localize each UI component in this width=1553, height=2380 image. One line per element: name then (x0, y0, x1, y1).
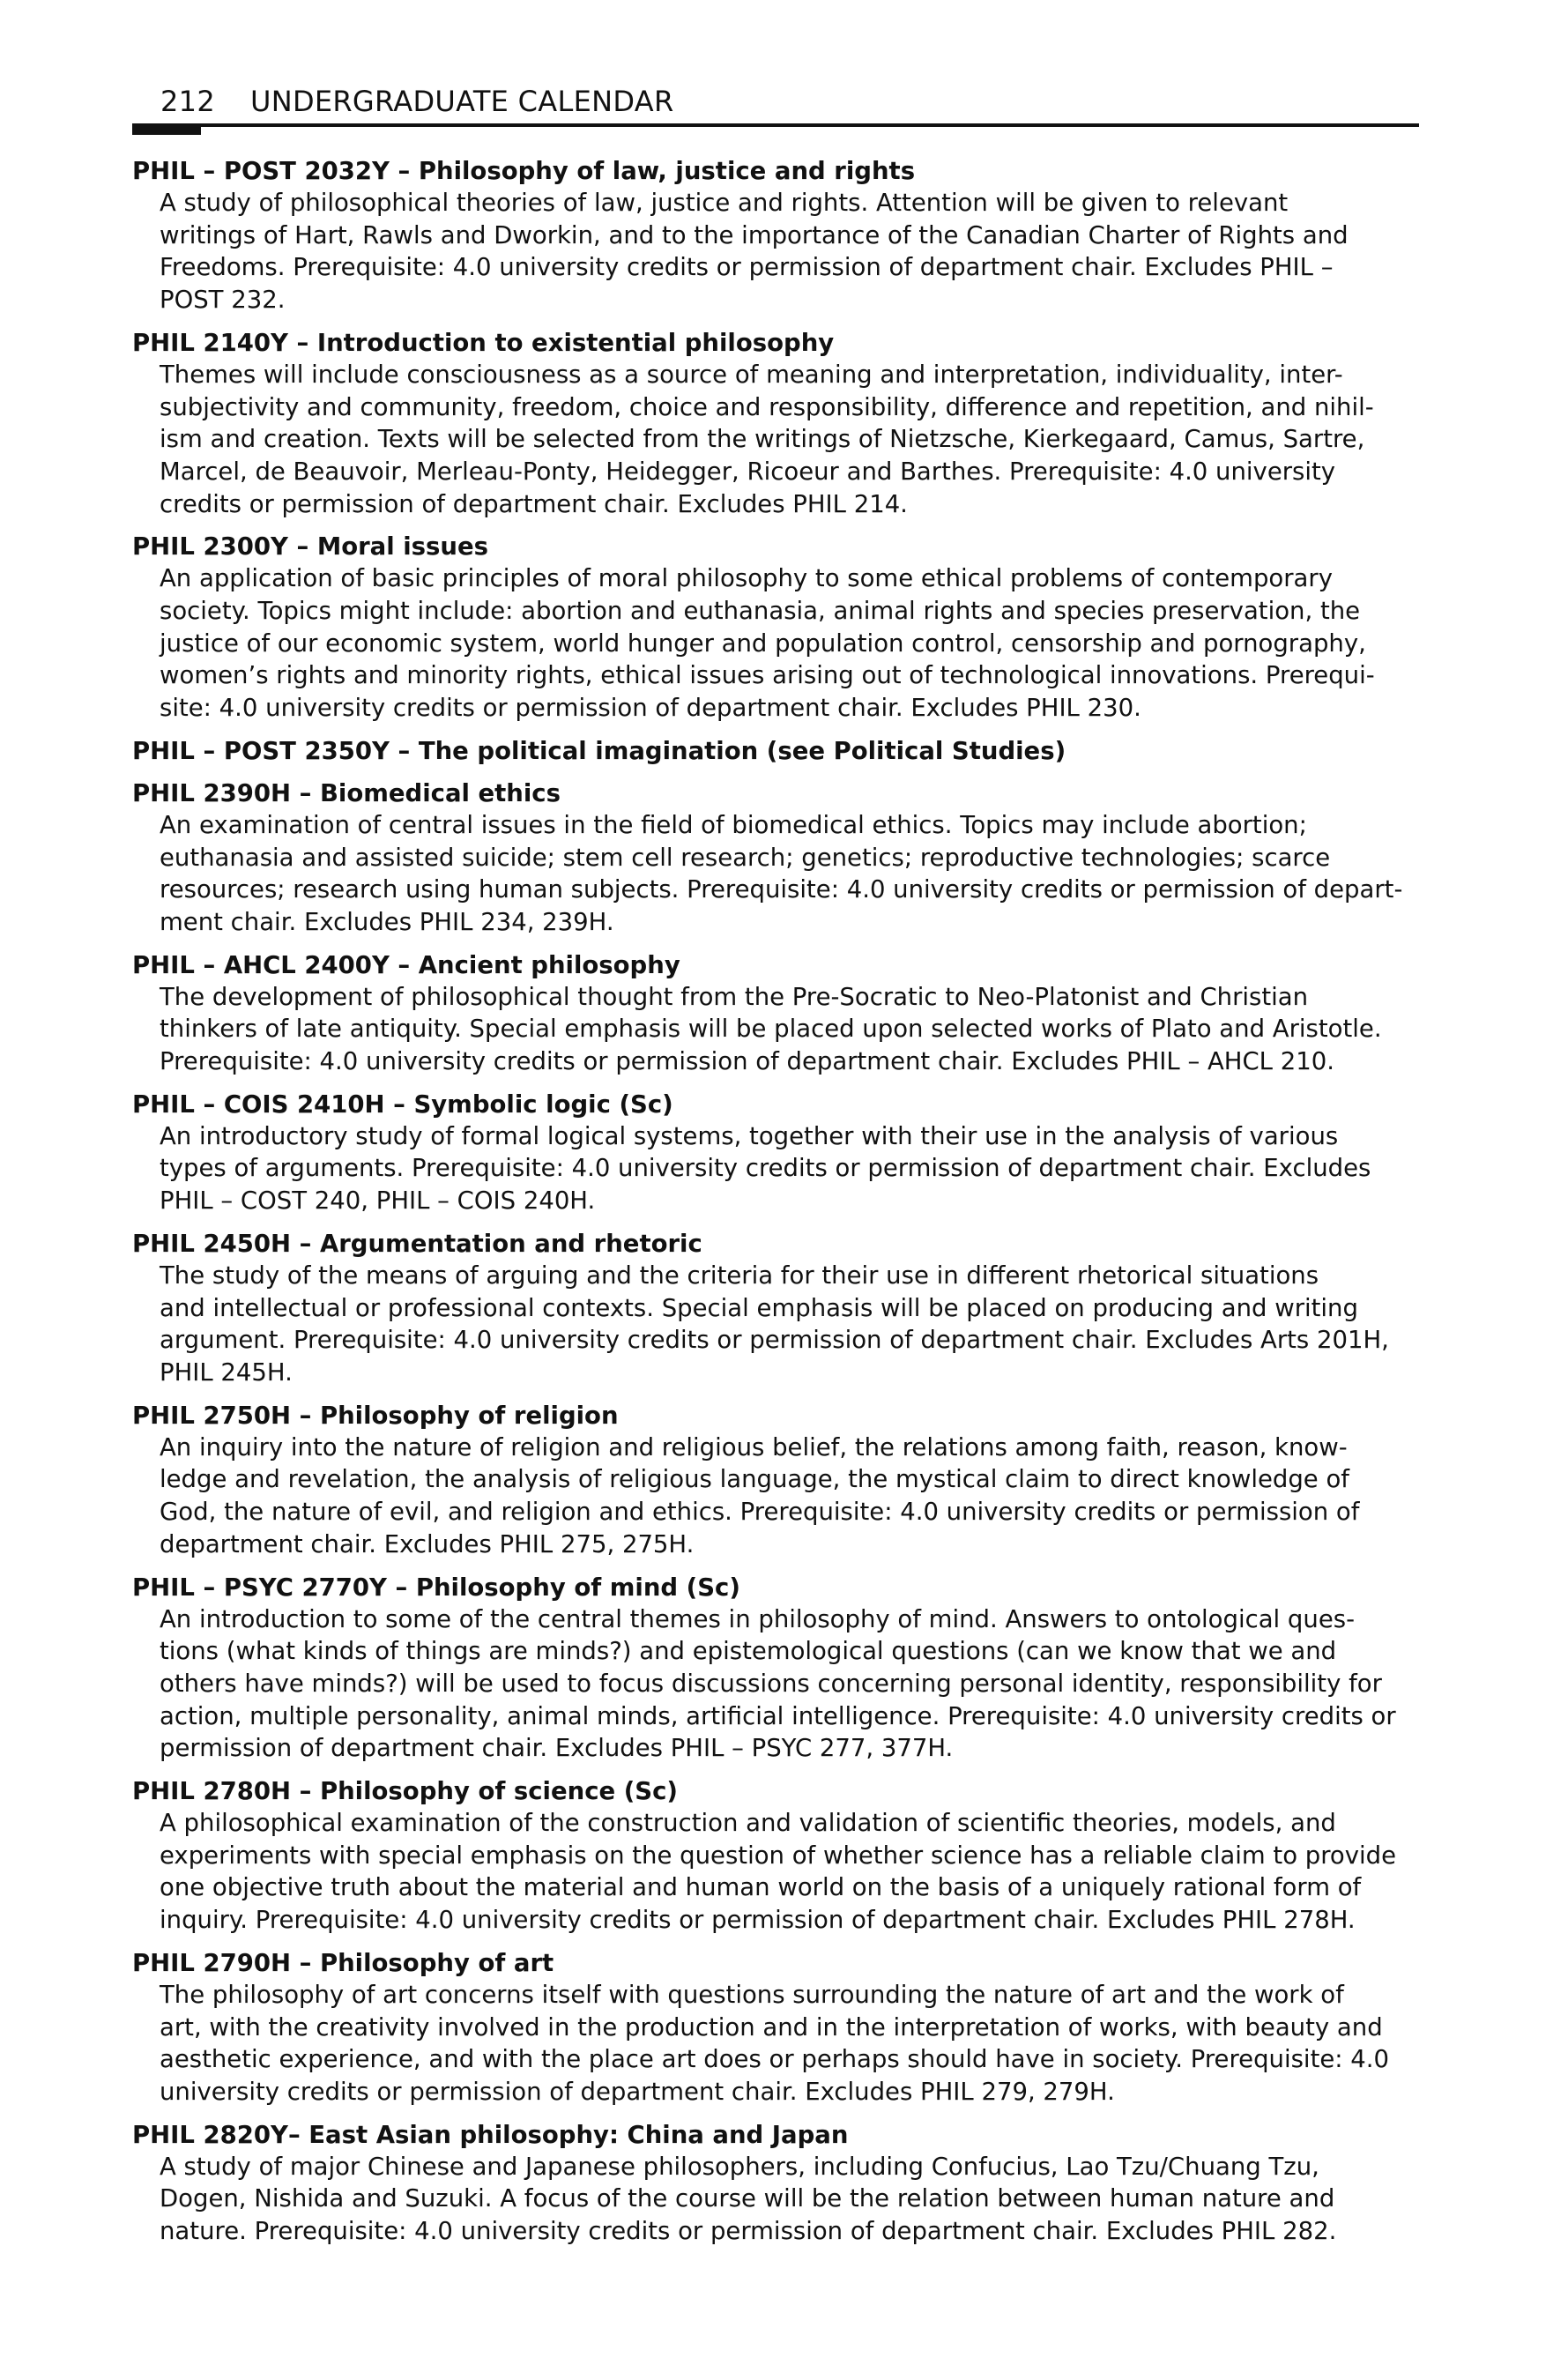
course-title: PHIL – POST 2350Y – The political imagination (see Political Studies) (132, 736, 1066, 765)
course-title: PHIL – POST 2032Y – Philosophy of law, justice and rights (132, 157, 916, 185)
course-description (160, 562, 1421, 725)
description-line: others have minds?) will be used to focus discussions concerning personal identity, responsibility for (160, 1669, 1382, 1698)
description-line: women’s rights and minority rights, ethical issues arising out of technological innovations. Prerequi- (160, 661, 1375, 690)
course-description (160, 1603, 1421, 1766)
description-line: An introduction to some of the central themes in philosophy of mind. Answers to ontological ques- (160, 1604, 1355, 1633)
description-line: inquiry. Prerequisite: 4.0 university credits or permission of department chair. Excludes PHIL 278H. (160, 1906, 1356, 1935)
description-line: POST 232. (160, 286, 286, 315)
description-line: thinkers of late antiquity. Special emphasis will be placed upon selected works of Plato and Aristotle. (160, 1015, 1382, 1044)
description-line: PHIL – COST 240, PHIL – COIS 240H. (160, 1186, 596, 1216)
description-line: nature. Prerequisite: 4.0 university credits or permission of department chair. Excludes PHIL 282. (160, 2217, 1337, 2246)
description-line: and intellectual or professional contexts. Special emphasis will be placed on producing and writing (160, 1293, 1358, 1322)
course-entry (132, 155, 1421, 316)
course-description (160, 1979, 1421, 2109)
course-description (160, 2151, 1421, 2248)
description-line: resources; research using human subjects. Prerequisite: 4.0 university credits or permission of depart- (160, 875, 1403, 904)
description-line: ment chair. Excludes PHIL 234, 239H. (160, 907, 614, 936)
course-title: PHIL 2140Y – Introduction to existential philosophy (132, 328, 835, 357)
course-entry (132, 1228, 1421, 1389)
description-line: Prerequisite: 4.0 university credits or permission of department chair. Excludes PHIL – AHCL 210. (160, 1047, 1334, 1076)
description-line: The development of philosophical thought from the Pre-Socratic to Neo-Platonist and Christian (160, 982, 1309, 1011)
description-line: tions (what kinds of things are minds?) and epistemological questions (can we know that we and (160, 1637, 1337, 1666)
course-entry (132, 949, 1421, 1078)
course-entry (132, 1089, 1421, 1217)
description-line: aesthetic experience, and with the place art does or perhaps should have in society. Prerequisite: 4.0 (160, 2045, 1390, 2074)
course-listing (132, 155, 1421, 2258)
course-description (160, 1807, 1421, 1937)
course-title: PHIL 2450H – Argumentation and rhetoric (132, 1229, 702, 1258)
description-line: one objective truth about the material and human world on the basis of a uniquely rational form of (160, 1873, 1362, 1902)
course-title: PHIL 2750H – Philosophy of religion (132, 1401, 619, 1430)
course-title: PHIL 2820Y– East Asian philosophy: China and Japan (132, 2120, 849, 2149)
description-line: PHIL 245H. (160, 1357, 293, 1387)
course-description (160, 187, 1421, 316)
course-entry (132, 327, 1421, 521)
course-title: PHIL – COIS 2410H – Symbolic logic (Sc) (132, 1090, 673, 1119)
description-line: Dogen, Nishida and Suzuki. A focus of the course will be the relation between human nature and (160, 2184, 1335, 2213)
description-line: An examination of central issues in the field of biomedical ethics. Topics may include abortion; (160, 810, 1307, 839)
description-line: ledge and revelation, the analysis of religious language, the mystical claim to direct knowledge of (160, 1465, 1349, 1494)
description-line: The study of the means of arguing and the criteria for their use in different rhetorical situations (160, 1261, 1319, 1290)
course-description (160, 1260, 1421, 1389)
course-description (160, 1432, 1421, 1561)
header-rule (132, 123, 1419, 127)
description-line: site: 4.0 university credits or permission of department chair. Excludes PHIL 230. (160, 694, 1141, 723)
description-line: An application of basic principles of moral philosophy to some ethical problems of contemporary (160, 564, 1333, 593)
course-entry (132, 1572, 1421, 1766)
course-description (160, 981, 1421, 1078)
description-line: God, the nature of evil, and religion and ethics. Prerequisite: 4.0 university credits or permission of (160, 1498, 1360, 1527)
description-line: An inquiry into the nature of religion and religious belief, the relations among faith, reason, know- (160, 1432, 1348, 1461)
description-line: Marcel, de Beauvoir, Merleau-Ponty, Heidegger, Ricoeur and Barthes. Prerequisite: 4.0 university (160, 457, 1336, 486)
description-line: society. Topics might include: abortion and euthanasia, animal rights and species preservation, the (160, 597, 1361, 626)
description-line: department chair. Excludes PHIL 275, 275H. (160, 1529, 695, 1558)
course-description (160, 359, 1421, 521)
course-entry (132, 2119, 1421, 2248)
course-title: PHIL 2790H – Philosophy of art (132, 1948, 554, 1977)
course-entry (132, 1947, 1421, 2109)
description-line: A study of philosophical theories of law, justice and rights. Attention will be given to relevant (160, 189, 1289, 217)
description-line: action, multiple personality, animal minds, artificial intelligence. Prerequisite: 4.0 university credits or (160, 1701, 1396, 1730)
header-tab-marker (132, 123, 201, 135)
description-line: argument. Prerequisite: 4.0 university credits or permission of department chair. Excludes Arts 201H, (160, 1326, 1389, 1355)
description-line: experiments with special emphasis on the question of whether science has a reliable claim to provide (160, 1841, 1397, 1870)
description-line: university credits or permission of department chair. Excludes PHIL 279, 279H. (160, 2077, 1115, 2106)
course-entry (132, 735, 1421, 767)
description-line: credits or permission of department chair. Excludes PHIL 214. (160, 489, 908, 518)
running-title: UNDERGRADUATE CALENDAR (249, 85, 674, 118)
course-entry (132, 1400, 1421, 1561)
description-line: permission of department chair. Excludes PHIL – PSYC 277, 377H. (160, 1734, 954, 1763)
description-line: Freedoms. Prerequisite: 4.0 university credits or permission of department chair. Excludes PHIL – (160, 253, 1334, 282)
description-line: A philosophical examination of the construction and validation of scientific theories, models, and (160, 1809, 1336, 1838)
description-line: art, with the creativity involved in the production and in the interpretation of works, with beauty and (160, 2012, 1383, 2042)
page-header (132, 74, 1419, 136)
header-text (160, 85, 674, 118)
description-line: justice of our economic system, world hunger and population control, censorship and pornography, (160, 628, 1366, 658)
course-title: PHIL – PSYC 2770Y – Philosophy of mind (Sc) (132, 1573, 740, 1602)
course-title: PHIL 2390H – Biomedical ethics (132, 778, 561, 807)
course-title: PHIL – AHCL 2400Y – Ancient philosophy (132, 950, 680, 979)
course-entry (132, 531, 1421, 725)
course-title: PHIL 2300Y – Moral issues (132, 532, 488, 562)
course-entry (132, 777, 1421, 939)
description-line: euthanasia and assisted suicide; stem cell research; genetics; reproductive technologies; scarce (160, 843, 1331, 872)
description-line: A study of major Chinese and Japanese philosophers, including Confucius, Lao Tzu/Chuang Tzu, (160, 2152, 1319, 2181)
course-title: PHIL 2780H – Philosophy of science (Sc) (132, 1777, 678, 1806)
page-number: 212 (160, 85, 215, 118)
description-line: types of arguments. Prerequisite: 4.0 university credits or permission of department chair. Excludes (160, 1154, 1371, 1183)
description-line: ism and creation. Texts will be selected from the writings of Nietzsche, Kierkegaard, Camus, Sartre, (160, 425, 1365, 454)
description-line: Themes will include consciousness as a source of meaning and interpretation, individuality, inter- (160, 360, 1343, 389)
description-line: An introductory study of formal logical systems, together with their use in the analysis of various (160, 1121, 1339, 1150)
description-line: The philosophy of art concerns itself with questions surrounding the nature of art and the work of (160, 1980, 1344, 2009)
course-entry (132, 1775, 1421, 1937)
description-line: writings of Hart, Rawls and Dworkin, and to the importance of the Canadian Charter of Rights and (160, 220, 1349, 249)
course-description (160, 809, 1421, 939)
description-line: subjectivity and community, freedom, choice and responsibility, difference and repetition, and nihil- (160, 392, 1374, 421)
course-description (160, 1120, 1421, 1217)
